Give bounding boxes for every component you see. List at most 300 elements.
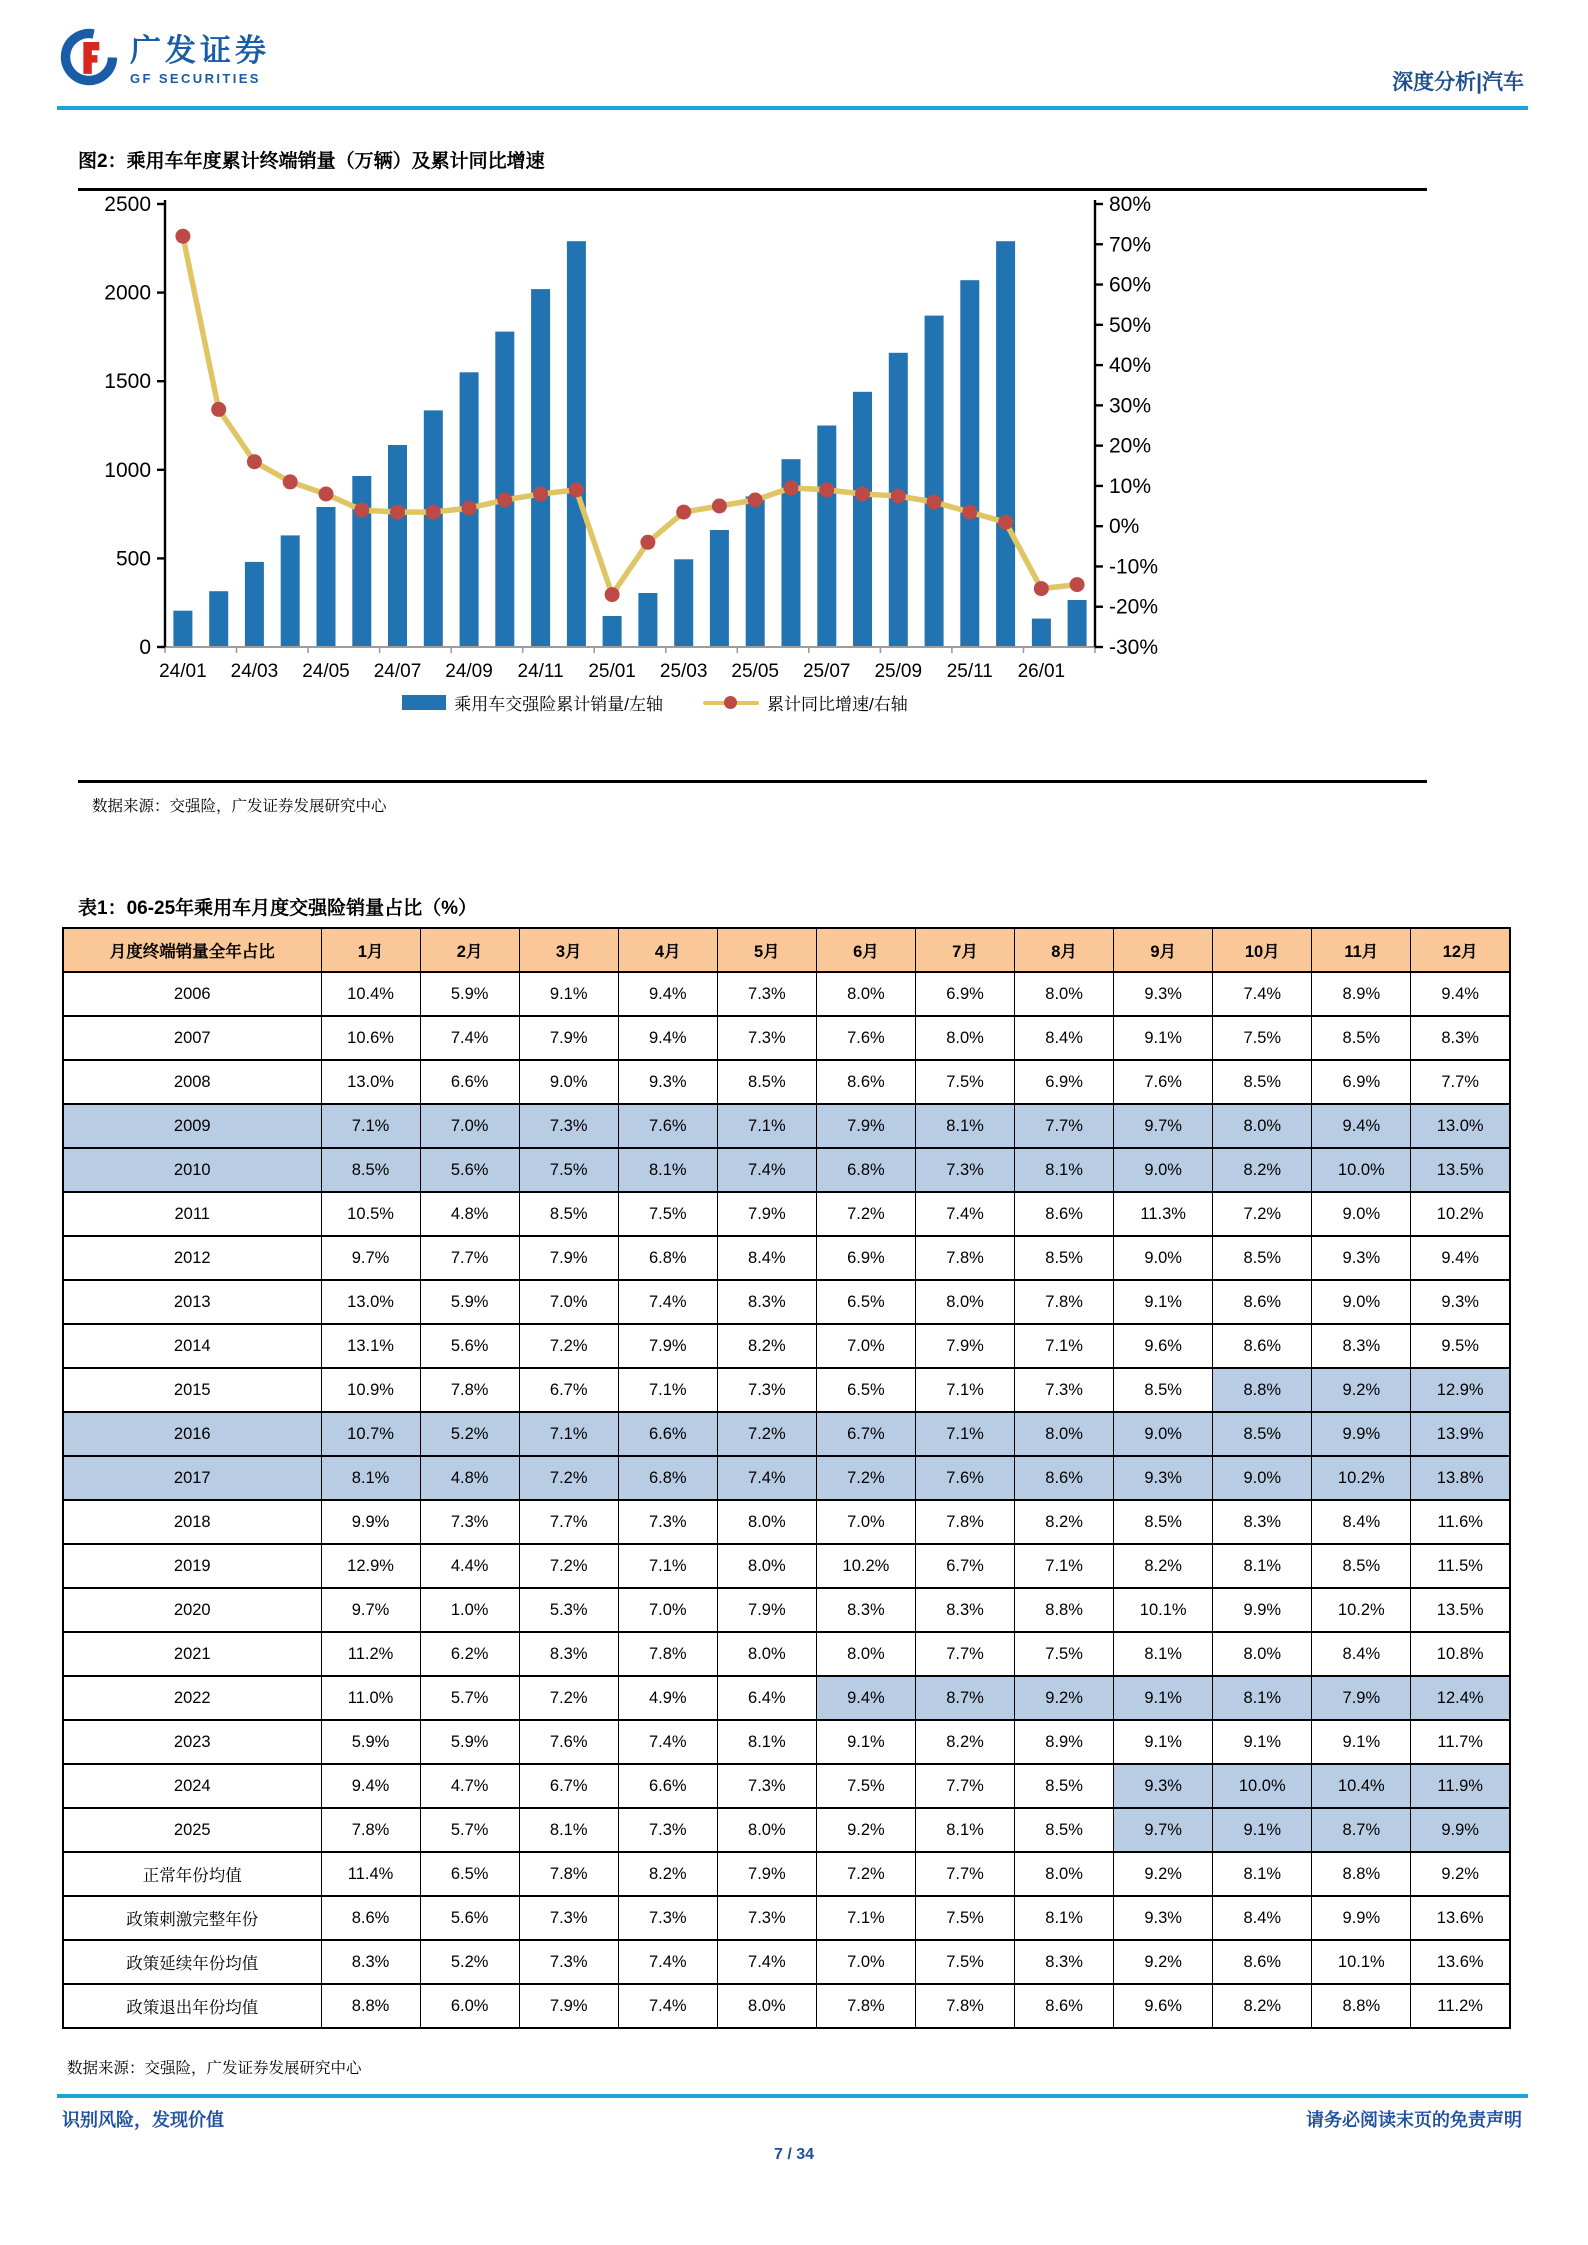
value-cell: 8.6% [321, 1896, 420, 1940]
value-cell: 10.6% [321, 1016, 420, 1060]
value-cell: 7.8% [618, 1632, 717, 1676]
table-row [63, 1984, 1510, 2028]
value-cell: 7.7% [519, 1500, 618, 1544]
value-cell: 9.2% [1114, 1852, 1213, 1896]
value-cell: 7.1% [915, 1412, 1014, 1456]
row-label-cell: 2015 [63, 1368, 321, 1412]
value-cell: 9.2% [1312, 1368, 1411, 1412]
month-header: 9月 [1114, 928, 1213, 972]
value-cell: 7.6% [519, 1720, 618, 1764]
month-header: 10月 [1213, 928, 1312, 972]
value-cell: 9.1% [1213, 1808, 1312, 1852]
value-cell: 9.3% [1114, 1456, 1213, 1500]
legend-item-bar [402, 690, 663, 715]
value-cell: 8.8% [321, 1984, 420, 2028]
value-cell: 5.9% [321, 1720, 420, 1764]
row-label-cell: 2021 [63, 1632, 321, 1676]
value-cell: 6.0% [420, 1984, 519, 2028]
value-cell: 9.4% [321, 1764, 420, 1808]
value-cell: 8.1% [1114, 1632, 1213, 1676]
value-cell: 8.3% [321, 1940, 420, 1984]
svg-text:24/01: 24/01 [159, 661, 207, 682]
value-cell: 7.5% [618, 1192, 717, 1236]
value-cell: 8.5% [1015, 1764, 1114, 1808]
value-cell: 7.1% [618, 1544, 717, 1588]
table-row [63, 1500, 1510, 1544]
value-cell: 9.1% [1312, 1720, 1411, 1764]
value-cell: 7.7% [915, 1632, 1014, 1676]
svg-text:2000: 2000 [104, 281, 151, 305]
table-row [63, 1016, 1510, 1060]
value-cell: 7.8% [1015, 1280, 1114, 1324]
value-cell: 8.3% [1015, 1940, 1114, 1984]
table-row [63, 1852, 1510, 1896]
value-cell: 7.1% [717, 1104, 816, 1148]
value-cell: 9.4% [1312, 1104, 1411, 1148]
legend-bar-label: 乘用车交强险累计销量/左轴 [454, 695, 663, 714]
value-cell: 4.8% [420, 1192, 519, 1236]
value-cell: 9.9% [321, 1500, 420, 1544]
value-cell: 7.3% [519, 1896, 618, 1940]
value-cell: 7.3% [717, 1764, 816, 1808]
value-cell: 7.0% [519, 1280, 618, 1324]
value-cell: 7.3% [717, 1368, 816, 1412]
value-cell: 7.5% [816, 1764, 915, 1808]
value-cell: 7.3% [519, 1104, 618, 1148]
legend-item-line [703, 690, 908, 715]
value-cell: 8.1% [618, 1148, 717, 1192]
month-header: 1月 [321, 928, 420, 972]
value-cell: 8.4% [717, 1236, 816, 1280]
value-cell: 6.9% [915, 972, 1014, 1016]
value-cell: 7.5% [915, 1896, 1014, 1940]
row-label-cell: 政策退出年份均值 [63, 1984, 321, 2028]
svg-text:24/03: 24/03 [230, 661, 279, 682]
value-cell: 9.0% [1312, 1192, 1411, 1236]
value-cell: 9.6% [1114, 1984, 1213, 2028]
value-cell: 8.0% [816, 1632, 915, 1676]
value-cell: 8.6% [816, 1060, 915, 1104]
value-cell: 7.4% [618, 1720, 717, 1764]
value-cell: 13.6% [1411, 1896, 1510, 1940]
value-cell: 13.5% [1411, 1588, 1510, 1632]
value-cell: 10.4% [1312, 1764, 1411, 1808]
value-cell: 5.9% [420, 1280, 519, 1324]
value-cell: 7.4% [1213, 972, 1312, 1016]
svg-text:25/03: 25/03 [659, 661, 708, 682]
value-cell: 9.4% [618, 972, 717, 1016]
value-cell: 9.1% [1114, 1280, 1213, 1324]
row-label-cell: 2009 [63, 1104, 321, 1148]
value-cell: 8.3% [816, 1588, 915, 1632]
month-header: 6月 [816, 928, 915, 972]
value-cell: 7.0% [816, 1500, 915, 1544]
value-cell: 7.4% [618, 1984, 717, 2028]
value-cell: 8.4% [1312, 1500, 1411, 1544]
value-cell: 5.6% [420, 1324, 519, 1368]
value-cell: 7.0% [816, 1940, 915, 1984]
value-cell: 5.7% [420, 1676, 519, 1720]
value-cell: 7.4% [915, 1192, 1014, 1236]
month-header: 5月 [717, 928, 816, 972]
row-label-cell: 2013 [63, 1280, 321, 1324]
value-cell: 11.9% [1411, 1764, 1510, 1808]
svg-text:60%: 60% [1109, 273, 1152, 297]
value-cell: 9.1% [1114, 1676, 1213, 1720]
value-cell: 10.9% [321, 1368, 420, 1412]
value-cell: 7.4% [717, 1456, 816, 1500]
value-cell: 9.2% [816, 1808, 915, 1852]
figure-bottom-rule [78, 780, 1427, 783]
svg-text:-20%: -20% [1109, 595, 1159, 619]
value-cell: 8.4% [1015, 1016, 1114, 1060]
value-cell: 7.8% [915, 1500, 1014, 1544]
row-label-cell: 2006 [63, 972, 321, 1016]
value-cell: 7.9% [717, 1852, 816, 1896]
table-row [63, 1588, 1510, 1632]
table-row [63, 1720, 1510, 1764]
value-cell: 9.0% [519, 1060, 618, 1104]
table-row [63, 1368, 1510, 1412]
svg-text:24/11: 24/11 [517, 661, 564, 682]
value-cell: 8.7% [915, 1676, 1014, 1720]
svg-text:25/07: 25/07 [802, 661, 851, 682]
value-cell: 8.4% [1213, 1896, 1312, 1940]
value-cell: 10.2% [1312, 1588, 1411, 1632]
figure-title: 图2：乘用车年度累计终端销量（万辆）及累计同比增速 [78, 151, 545, 172]
table-source: 数据来源：交强险，广发证券发展研究中心 [67, 2060, 362, 2077]
value-cell: 12.9% [321, 1544, 420, 1588]
value-cell: 7.9% [816, 1104, 915, 1148]
table-row [63, 1104, 1510, 1148]
value-cell: 5.7% [420, 1808, 519, 1852]
row-label-cell: 2019 [63, 1544, 321, 1588]
table-row [63, 1148, 1510, 1192]
value-cell: 5.2% [420, 1940, 519, 1984]
value-cell: 7.2% [816, 1852, 915, 1896]
svg-text:25/09: 25/09 [874, 661, 923, 682]
value-cell: 7.2% [1213, 1192, 1312, 1236]
table-row [63, 1896, 1510, 1940]
table-row [63, 1412, 1510, 1456]
table-row [63, 1940, 1510, 1984]
value-cell: 7.9% [717, 1588, 816, 1632]
value-cell: 7.7% [420, 1236, 519, 1280]
value-cell: 7.0% [420, 1104, 519, 1148]
value-cell: 7.7% [1015, 1104, 1114, 1148]
value-cell: 7.7% [915, 1852, 1014, 1896]
value-cell: 1.0% [420, 1588, 519, 1632]
value-cell: 7.5% [1015, 1632, 1114, 1676]
month-header: 11月 [1312, 928, 1411, 972]
value-cell: 8.8% [1213, 1368, 1312, 1412]
svg-text:24/05: 24/05 [302, 661, 350, 682]
value-cell: 7.1% [915, 1368, 1014, 1412]
value-cell: 7.3% [519, 1940, 618, 1984]
svg-text:25/11: 25/11 [946, 661, 993, 682]
value-cell: 8.2% [1213, 1984, 1312, 2028]
value-cell: 7.3% [717, 972, 816, 1016]
svg-text:25/01: 25/01 [588, 661, 636, 682]
value-cell: 6.7% [519, 1368, 618, 1412]
gf-logo-icon [58, 26, 120, 93]
value-cell: 7.1% [816, 1896, 915, 1940]
value-cell: 8.6% [1213, 1940, 1312, 1984]
value-cell: 8.0% [1015, 972, 1114, 1016]
value-cell: 7.7% [915, 1764, 1014, 1808]
value-cell: 7.1% [519, 1412, 618, 1456]
report-section-label: 深度分析|汽车 [1392, 71, 1524, 94]
value-cell: 8.6% [1015, 1456, 1114, 1500]
monthly-share-table [62, 927, 1511, 2029]
value-cell: 13.9% [1411, 1412, 1510, 1456]
month-header: 3月 [519, 928, 618, 972]
table-row [63, 1280, 1510, 1324]
value-cell: 9.2% [1015, 1676, 1114, 1720]
page-number: 7 / 34 [773, 2146, 815, 2163]
value-cell: 8.5% [1213, 1060, 1312, 1104]
value-cell: 9.3% [1114, 1764, 1213, 1808]
value-cell: 8.1% [1213, 1544, 1312, 1588]
value-cell: 8.2% [915, 1720, 1014, 1764]
value-cell: 7.4% [717, 1940, 816, 1984]
value-cell: 12.9% [1411, 1368, 1510, 1412]
bar-series-swatch [402, 695, 446, 710]
value-cell: 8.0% [717, 1500, 816, 1544]
row-label-cell: 2022 [63, 1676, 321, 1720]
svg-text:24/07: 24/07 [373, 661, 422, 682]
value-cell: 8.0% [1015, 1852, 1114, 1896]
value-cell: 7.3% [1015, 1368, 1114, 1412]
row-label-cell: 2014 [63, 1324, 321, 1368]
value-cell: 7.0% [618, 1588, 717, 1632]
value-cell: 7.6% [1114, 1060, 1213, 1104]
value-cell: 8.1% [1015, 1896, 1114, 1940]
value-cell: 7.4% [618, 1940, 717, 1984]
value-cell: 4.4% [420, 1544, 519, 1588]
value-cell: 8.5% [321, 1148, 420, 1192]
value-cell: 7.2% [519, 1456, 618, 1500]
value-cell: 7.3% [618, 1808, 717, 1852]
month-header: 2月 [420, 928, 519, 972]
value-cell: 7.8% [519, 1852, 618, 1896]
value-cell: 8.3% [717, 1280, 816, 1324]
row-label-cell: 2012 [63, 1236, 321, 1280]
value-cell: 8.5% [1312, 1016, 1411, 1060]
row-label-cell: 2017 [63, 1456, 321, 1500]
value-cell: 11.6% [1411, 1500, 1510, 1544]
value-cell: 8.1% [915, 1104, 1014, 1148]
value-cell: 11.2% [1411, 1984, 1510, 2028]
svg-text:1500: 1500 [104, 370, 151, 394]
value-cell: 8.1% [1213, 1852, 1312, 1896]
value-cell: 4.7% [420, 1764, 519, 1808]
value-cell: 13.5% [1411, 1148, 1510, 1192]
value-cell: 9.1% [816, 1720, 915, 1764]
value-cell: 9.0% [1114, 1236, 1213, 1280]
value-cell: 10.2% [1312, 1456, 1411, 1500]
value-cell: 9.4% [1411, 1236, 1510, 1280]
value-cell: 7.1% [618, 1368, 717, 1412]
value-cell: 10.2% [1411, 1192, 1510, 1236]
value-cell: 7.9% [1312, 1676, 1411, 1720]
value-cell: 9.1% [1213, 1720, 1312, 1764]
footer-divider [57, 2094, 1528, 2098]
value-cell: 8.1% [1015, 1148, 1114, 1192]
value-cell: 8.5% [1114, 1500, 1213, 1544]
value-cell: 7.2% [816, 1456, 915, 1500]
value-cell: 7.6% [618, 1104, 717, 1148]
table-title: 表1：06-25年乘用车月度交强险销量占比（%） [78, 898, 478, 919]
value-cell: 5.9% [420, 1720, 519, 1764]
value-cell: 9.5% [1411, 1324, 1510, 1368]
svg-text:26/01: 26/01 [1017, 661, 1066, 682]
legend-line-label: 累计同比增速/右轴 [767, 695, 908, 714]
gf-securities-logo [58, 26, 270, 93]
value-cell: 7.1% [1015, 1324, 1114, 1368]
value-cell: 13.0% [321, 1280, 420, 1324]
value-cell: 7.9% [618, 1324, 717, 1368]
value-cell: 11.0% [321, 1676, 420, 1720]
value-cell: 7.1% [321, 1104, 420, 1148]
value-cell: 8.3% [1411, 1016, 1510, 1060]
row-label-cell: 2024 [63, 1764, 321, 1808]
value-cell: 7.9% [519, 1984, 618, 2028]
value-cell: 10.8% [1411, 1632, 1510, 1676]
footer-slogan: 识别风险，发现价值 [62, 2110, 224, 2130]
value-cell: 9.3% [1114, 1896, 1213, 1940]
value-cell: 8.2% [717, 1324, 816, 1368]
svg-text:80%: 80% [1109, 193, 1152, 216]
row-label-cell: 2011 [63, 1192, 321, 1236]
chart-legend [70, 690, 1240, 715]
value-cell: 9.9% [1213, 1588, 1312, 1632]
value-cell: 6.6% [420, 1060, 519, 1104]
value-cell: 7.6% [816, 1016, 915, 1060]
value-cell: 7.9% [519, 1016, 618, 1060]
value-cell: 8.8% [1312, 1852, 1411, 1896]
value-cell: 9.7% [1114, 1104, 1213, 1148]
value-cell: 7.3% [618, 1896, 717, 1940]
sales-growth-chart [70, 192, 1240, 692]
value-cell: 8.2% [1114, 1544, 1213, 1588]
value-cell: 9.2% [1114, 1940, 1213, 1984]
value-cell: 8.2% [618, 1852, 717, 1896]
table-row [63, 1060, 1510, 1104]
value-cell: 8.3% [1312, 1324, 1411, 1368]
svg-text:500: 500 [115, 547, 151, 571]
svg-text:24/09: 24/09 [445, 661, 493, 682]
line-series-swatch [703, 695, 759, 710]
value-cell: 5.6% [420, 1896, 519, 1940]
table-row [63, 1192, 1510, 1236]
month-header: 7月 [915, 928, 1014, 972]
value-cell: 6.6% [618, 1412, 717, 1456]
value-cell: 7.5% [915, 1940, 1014, 1984]
month-header: 12月 [1411, 928, 1510, 972]
value-cell: 8.0% [717, 1808, 816, 1852]
value-cell: 9.1% [519, 972, 618, 1016]
value-cell: 10.0% [1312, 1148, 1411, 1192]
table-row [63, 1676, 1510, 1720]
value-cell: 8.5% [717, 1060, 816, 1104]
value-cell: 8.2% [1015, 1500, 1114, 1544]
value-cell: 9.1% [1114, 1016, 1213, 1060]
value-cell: 11.5% [1411, 1544, 1510, 1588]
value-cell: 8.5% [1015, 1808, 1114, 1852]
value-cell: 9.0% [1312, 1280, 1411, 1324]
value-cell: 8.0% [1213, 1632, 1312, 1676]
value-cell: 10.4% [321, 972, 420, 1016]
value-cell: 6.9% [816, 1236, 915, 1280]
value-cell: 11.4% [321, 1852, 420, 1896]
value-cell: 6.7% [816, 1412, 915, 1456]
value-cell: 6.7% [519, 1764, 618, 1808]
value-cell: 7.8% [915, 1984, 1014, 2028]
svg-text:1000: 1000 [104, 458, 151, 482]
value-cell: 8.0% [816, 972, 915, 1016]
value-cell: 7.8% [915, 1236, 1014, 1280]
svg-text:2500: 2500 [104, 193, 151, 216]
value-cell: 9.0% [1114, 1412, 1213, 1456]
svg-text:70%: 70% [1109, 233, 1152, 257]
value-cell: 6.4% [717, 1676, 816, 1720]
value-cell: 8.9% [1015, 1720, 1114, 1764]
value-cell: 8.0% [1015, 1412, 1114, 1456]
value-cell: 6.5% [420, 1852, 519, 1896]
value-cell: 8.1% [717, 1720, 816, 1764]
value-cell: 9.3% [1312, 1236, 1411, 1280]
monthly-share-table-wrap [62, 927, 1511, 2029]
value-cell: 9.3% [1411, 1280, 1510, 1324]
value-cell: 7.5% [1213, 1016, 1312, 1060]
value-cell: 8.9% [1312, 972, 1411, 1016]
table-corner-header: 月度终端销量全年占比 [63, 928, 321, 972]
svg-text:-30%: -30% [1109, 636, 1159, 659]
value-cell: 7.4% [420, 1016, 519, 1060]
svg-text:25/05: 25/05 [731, 661, 779, 682]
value-cell: 5.6% [420, 1148, 519, 1192]
value-cell: 7.2% [519, 1324, 618, 1368]
value-cell: 9.9% [1312, 1896, 1411, 1940]
value-cell: 7.1% [1015, 1544, 1114, 1588]
table-row [63, 1544, 1510, 1588]
value-cell: 8.8% [1312, 1984, 1411, 2028]
value-cell: 7.7% [1411, 1060, 1510, 1104]
row-label-cell: 2020 [63, 1588, 321, 1632]
value-cell: 13.0% [1411, 1104, 1510, 1148]
value-cell: 8.3% [519, 1632, 618, 1676]
value-cell: 7.9% [519, 1236, 618, 1280]
value-cell: 8.6% [1213, 1280, 1312, 1324]
value-cell: 8.5% [1213, 1412, 1312, 1456]
svg-text:0%: 0% [1109, 515, 1140, 539]
value-cell: 9.9% [1312, 1412, 1411, 1456]
table-row [63, 1456, 1510, 1500]
value-cell: 6.2% [420, 1632, 519, 1676]
value-cell: 8.5% [1114, 1368, 1213, 1412]
value-cell: 6.8% [618, 1236, 717, 1280]
value-cell: 7.2% [519, 1544, 618, 1588]
value-cell: 8.5% [1213, 1236, 1312, 1280]
header-divider [57, 106, 1528, 110]
value-cell: 4.8% [420, 1456, 519, 1500]
value-cell: 9.4% [1411, 972, 1510, 1016]
value-cell: 5.9% [420, 972, 519, 1016]
month-header: 8月 [1015, 928, 1114, 972]
table-row [63, 1236, 1510, 1280]
value-cell: 5.3% [519, 1588, 618, 1632]
